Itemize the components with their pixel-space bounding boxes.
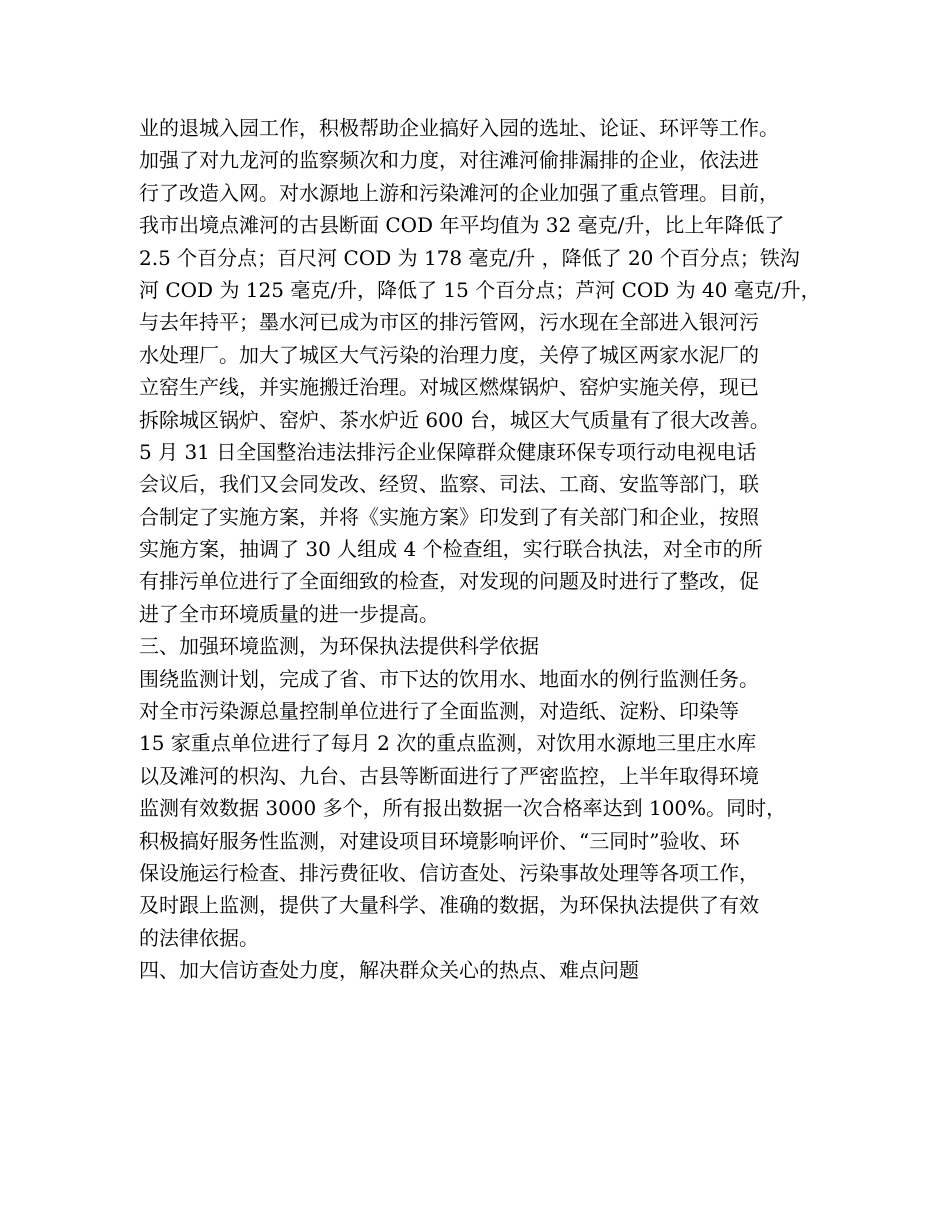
text-line: 立窑生产线，并实施搬迁治理。对城区燃煤锅炉、窑炉实施关停，现已 bbox=[139, 375, 759, 400]
body-text bbox=[139, 112, 829, 987]
text-line: 业的退城入园工作，积极帮助企业搞好入园的选址、论证、环评等工作。 bbox=[139, 116, 779, 140]
text-line: 2.5 个百分点；百尺河 COD 为 178 毫克/升 ，降低了 20 个百分点；铁沟 bbox=[139, 245, 800, 270]
text-line: 5 月 31 日全国整治违法排污企业保障群众健康环保专项行动电视电话 bbox=[139, 439, 757, 464]
text-line: 实施方案，抽调了 30 人组成 4 个检查组，实行联合执法，对全市的所 bbox=[139, 537, 763, 562]
text-line: 积极搞好服务性监测，对建设项目环境影响评价、“三同时”验收、环 bbox=[139, 828, 740, 853]
text-line: 15 家重点单位进行了每月 2 次的重点监测，对饮用水源地三里庄水库 bbox=[139, 731, 757, 756]
section-heading: 三、加强环境监测，为环保执法提供科学依据 bbox=[139, 634, 539, 659]
text-line: 加强了对九龙河的监察频次和力度，对往滩河偷排漏排的企业，依法进 bbox=[139, 148, 759, 173]
text-line: 会议后，我们又会同发改、经贸、监察、司法、工商、安监等部门，联 bbox=[139, 472, 759, 497]
text-line: 对全市污染源总量控制单位进行了全面监测，对造纸、淀粉、印染等 bbox=[139, 699, 739, 724]
text-line: 保设施运行检查、排污费征收、信访查处、污染事故处理等各项工作， bbox=[139, 860, 759, 885]
text-line: 以及滩河的枳沟、九台、古县等断面进行了严密监控，上半年取得环境 bbox=[139, 763, 759, 788]
text-line: 我市出境点滩河的古县断面 COD 年平均值为 32 毫克/升，比上年降低了 bbox=[139, 213, 785, 238]
text-line: 河 COD 为 125 毫克/升，降低了 15 个百分点；芦河 COD 为 40 毫克/升， bbox=[139, 277, 821, 302]
text-line: 监测有效数据 3000 多个，所有报出数据一次合格率达到 100%。同时， bbox=[139, 796, 787, 821]
text-line: 行了改造入网。对水源地上游和污染滩河的企业加强了重点管理。目前， bbox=[139, 180, 779, 205]
text-line: 水处理厂。加大了城区大气污染的治理力度，关停了城区两家水泥厂的 bbox=[139, 342, 759, 367]
text-line: 拆除城区锅炉、窑炉、茶水炉近 600 台，城区大气质量有了很大改善。 bbox=[139, 407, 770, 432]
text-line: 合制定了实施方案，并将《实施方案》印发到了有关部门和企业，按照 bbox=[139, 504, 759, 529]
section-heading: 四、加大信访查处力度，解决群众关心的热点、难点问题 bbox=[139, 958, 639, 983]
text-line: 进了全市环境质量的进一步提高。 bbox=[139, 601, 439, 626]
text-line: 的法律依据。 bbox=[139, 925, 259, 950]
text-line: 及时跟上监测，提供了大量科学、准确的数据，为环保执法提供了有效 bbox=[139, 893, 759, 918]
text-line: 与去年持平；墨水河已成为市区的排污管网，污水现在全部进入银河污 bbox=[139, 310, 759, 335]
text-line: 有排污单位进行了全面细致的检查，对发现的问题及时进行了整改，促 bbox=[139, 569, 759, 594]
text-line: 围绕监测计划，完成了省、市下达的饮用水、地面水的例行监测任务。 bbox=[139, 666, 759, 691]
